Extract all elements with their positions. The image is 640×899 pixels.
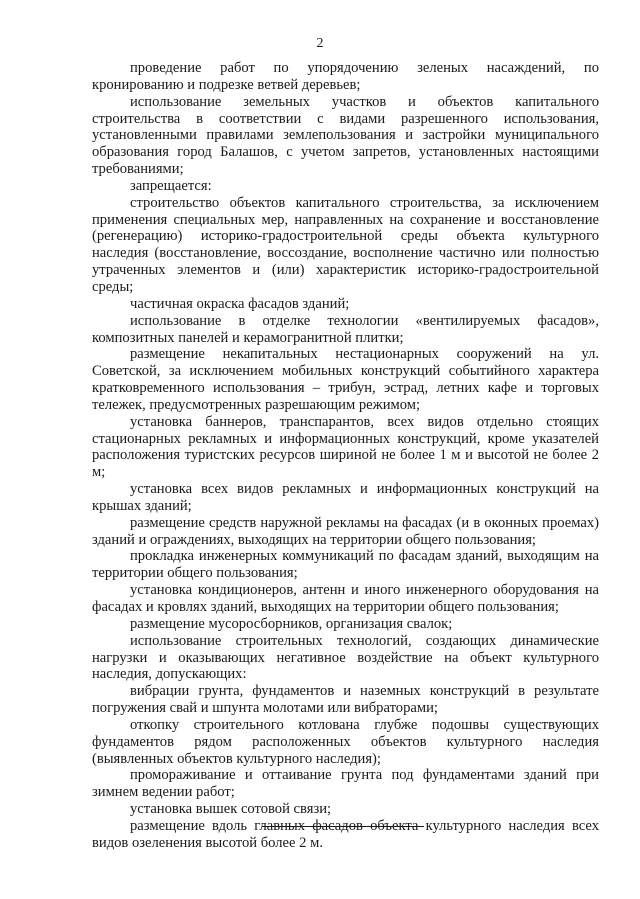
paragraph-freezing: промораживание и оттаивание грунта под фундаментами зданий при зимнем ведении работ; xyxy=(92,767,599,801)
paragraph-roof-advertising: установка всех видов рекламных и информационных конструкций на крышах зданий; xyxy=(92,481,599,514)
paragraph-green-spaces: проведение работ по упорядочению зеленых насаждений, по кронированию и подрезке ветвей деревьев; xyxy=(92,60,599,93)
paragraph-waste-bins: размещение мусоросборников, организация свалок; xyxy=(130,615,453,632)
paragraph-temporary-structures: размещение некапитальных нестационарных сооружений на ул. Советской, за исключением мобильных конструкций событийного характера кратковременного использования – трибун, эстрад, летних кафе и торговых тележек, предусмотренных разрешающим режимом; xyxy=(92,346,599,413)
paragraph-construction: строительство объектов капитального строительства, за исключением применения специальных мер, направленных на сохранение и восстановление (регенерацию) историко-градостроительной среды объекта культурного наследия (восстановление, воссоздание, восполнение частично или полностью утраченных элементов и (или) характеристик историко-градостроительной среды; xyxy=(92,194,599,295)
paragraph-land-use: использование земельных участков и объектов капитального строительства в соответствии с видами разрешенного использования, установленными правилами землепользования и застройки муниципального образования город Балашов, с учетом запретов, установленных настоящими требованиями; xyxy=(92,93,599,178)
paragraph-cell-towers: установка вышек сотовой связи; xyxy=(130,801,332,818)
paragraph-utilities: прокладка инженерных коммуникаций по фасадам зданий, выходящим на территории общего пользования; xyxy=(92,548,599,582)
paragraph-ventilated-facades: использование в отделке технологии «вентилируемых фасадов», композитных панелей и керамогранитной плитки; xyxy=(92,312,599,346)
paragraph-partial-painting: частичная окраска фасадов зданий; xyxy=(130,295,350,312)
paragraph-facade-advertising: размещение средств наружной рекламы на фасадах (и в оконных проемах) зданий и ограждениях, выходящих на территории общего пользования; xyxy=(92,514,599,548)
paragraph-air-conditioners: установка кондиционеров, антенн и иного инженерного оборудования на фасадах и кровлях зданий, выходящих на территории общего пользования; xyxy=(92,582,599,615)
paragraph-prohibited-heading: запрещается: xyxy=(130,177,212,194)
page-number: 2 xyxy=(316,36,324,51)
paragraph-excavation: откопку строительного котлована глубже подошвы существующих фундаментов рядом расположенных объектов культурного наследия (выявленных объектов культурного наследия); xyxy=(92,716,599,767)
paragraph-banners: установка баннеров, транспарантов, всех видов отдельно стоящих стационарных рекламных и информационных конструкций, кроме указателей расположения туристских ресурсов шириной не более 1 м и высотой не более 2 м; xyxy=(92,413,599,481)
end-separator-line xyxy=(262,826,424,827)
document-body xyxy=(92,60,599,852)
paragraph-vibrations: вибрации грунта, фундаментов и наземных конструкций в результате погружения свай и шпунта молотами или вибраторами; xyxy=(92,683,599,717)
paragraph-greenery: размещение вдоль главных фасадов объекта культурного наследия всех видов озеленения высотой более 2 м. xyxy=(92,817,599,851)
paragraph-construction-technologies: использование строительных технологий, создающих динамические нагрузки и оказывающих негативное воздействие на объект культурного наследия, допускающих: xyxy=(92,632,599,683)
